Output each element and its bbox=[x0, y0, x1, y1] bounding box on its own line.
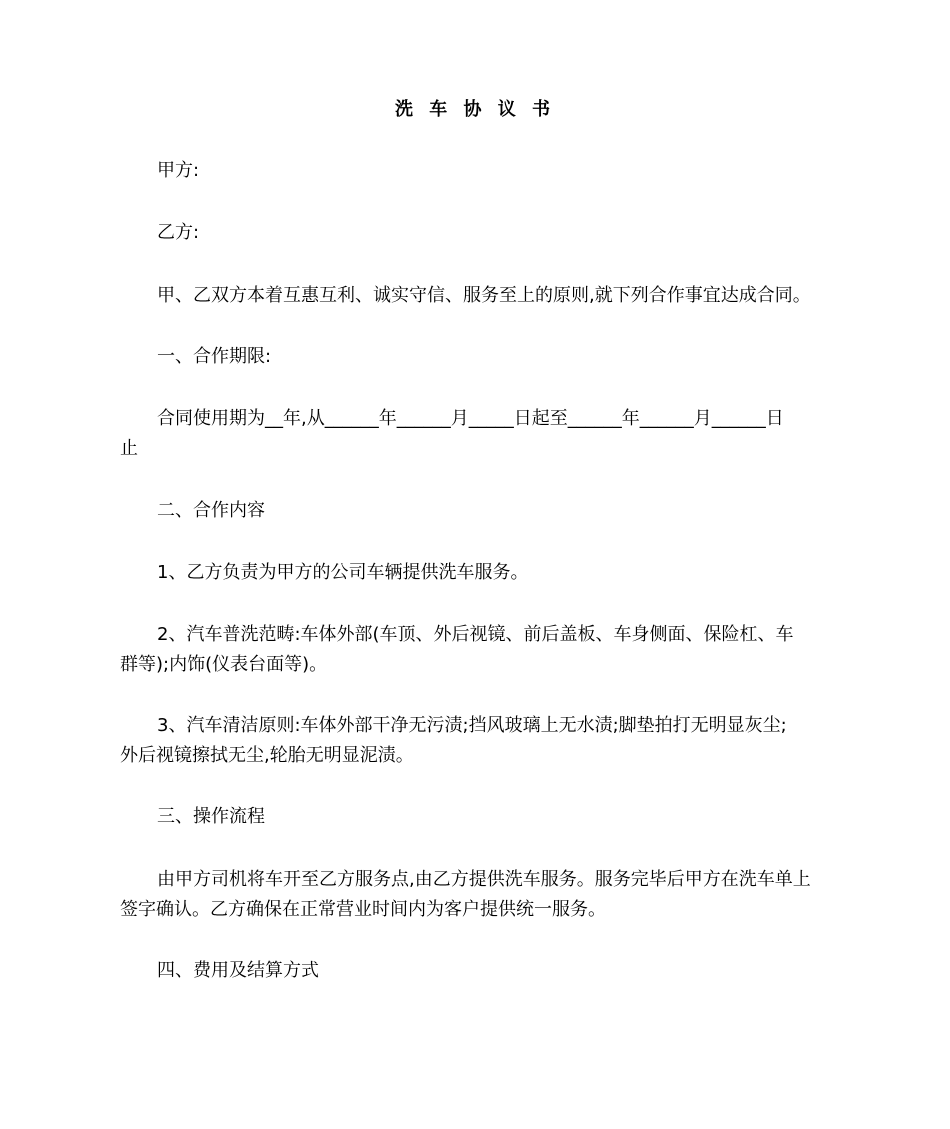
process-line-2: 签字确认。乙方确保在正常营业时间内为客户提供统一服务。 bbox=[120, 899, 606, 920]
section-4-heading: 四、费用及结算方式 bbox=[157, 960, 319, 981]
party-b-label: 乙方: bbox=[157, 222, 200, 243]
term-line-2: 止 bbox=[120, 438, 138, 459]
term-line-1: 合同使用期为__年,从______年______月_____日起至______年______月______日 bbox=[157, 408, 784, 429]
section-2-heading: 二、合作内容 bbox=[157, 500, 265, 521]
document-title: 洗 车 协 议 书 bbox=[394, 99, 556, 120]
item-1: 1、乙方负责为甲方的公司车辆提供洗车服务。 bbox=[157, 562, 529, 583]
party-a-label: 甲方: bbox=[157, 160, 200, 181]
intro-paragraph: 甲、乙双方本着互惠互利、诚实守信、服务至上的原则,就下列合作事宜达成合同。 bbox=[157, 285, 811, 306]
section-3-heading: 三、操作流程 bbox=[157, 806, 265, 827]
item-2-line-2: 群等);内饰(仪表台面等)。 bbox=[120, 654, 328, 675]
item-2-line-1: 2、汽车普洗范畴:车体外部(车顶、外后视镜、前后盖板、车身侧面、保险杠、车 bbox=[157, 624, 794, 645]
item-3-line-2: 外后视镜擦拭无尘,轮胎无明显泥渍。 bbox=[120, 745, 414, 766]
process-line-1: 由甲方司机将车开至乙方服务点,由乙方提供洗车服务。服务完毕后甲方在洗车单上 bbox=[157, 869, 811, 890]
section-1-heading: 一、合作期限: bbox=[157, 346, 272, 367]
item-3-line-1: 3、汽车清洁原则:车体外部干净无污渍;挡风玻璃上无水渍;脚垫拍打无明显灰尘; bbox=[157, 715, 787, 736]
